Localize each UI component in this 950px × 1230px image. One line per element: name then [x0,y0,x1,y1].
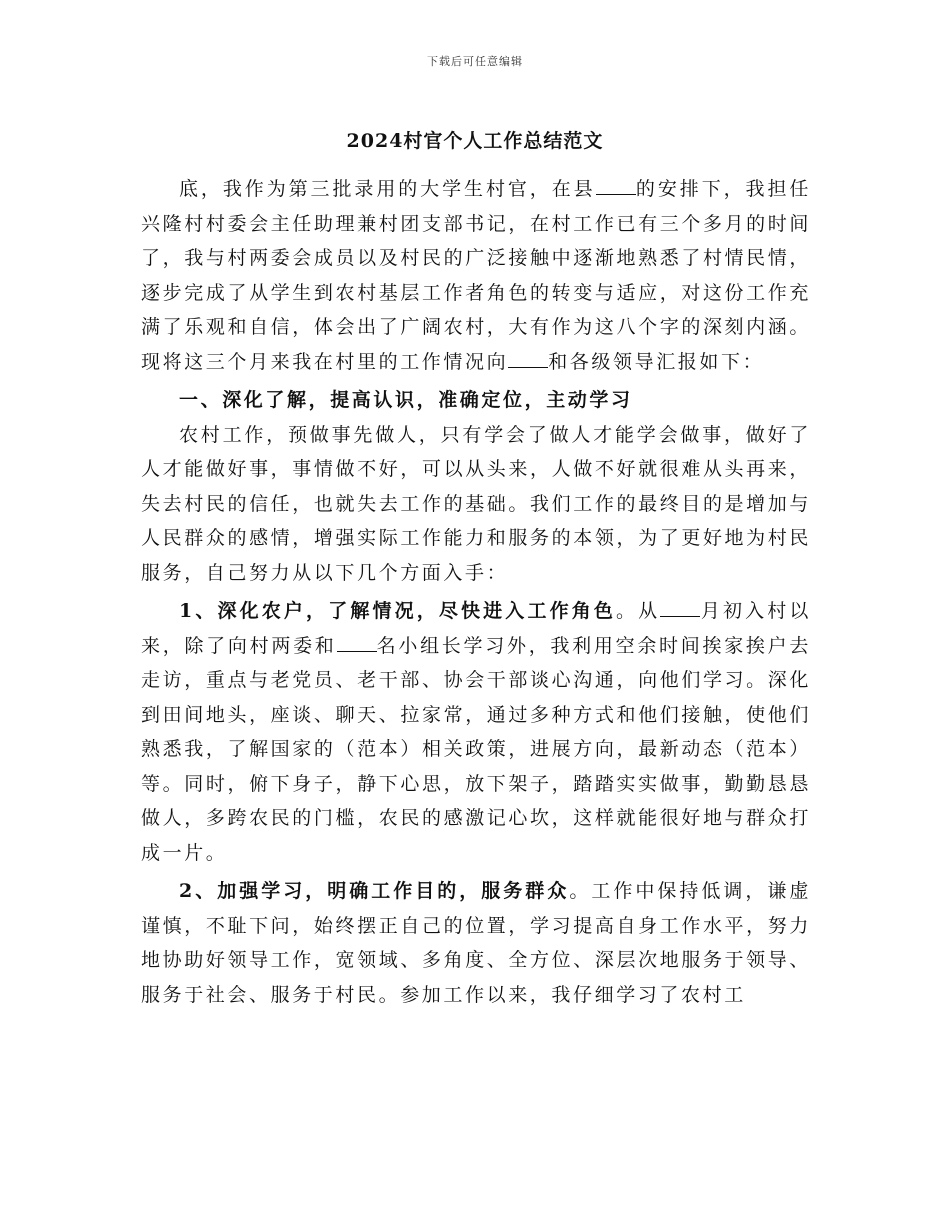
item-1-paragraph [141,594,811,870]
item-1-text-1: 。从 [616,600,661,622]
item-2-text-1: 。工作中保持低调，谦虚谨慎，不耻下问，始终摆正自己的位置，学习提高自身工作水平，努力地协助好领导工作，宽领域、多角度、全方位、深层次地服务于领导、服务于社会、服务于村民。参加工作以来，我仔细学习了农村工 [141,880,811,1006]
blank-underline [508,349,548,368]
intro-text-1: 底，我作为第三批录用的大学生村官，在县 [179,178,596,200]
blank-underline [337,633,377,652]
blank-underline [660,598,700,617]
blank-underline [596,176,636,195]
section-1-paragraph: 农村工作，预做事先做人，只有学会了做人才能学会做事，做好了人才能做好事，事情做不好，可以从头来，人做不好就很难从头再来，失去村民的信任，也就失去工作的基础。我们工作的最终目的是增加与人民群众的感情，增强实际工作能力和服务的本领，为了更好地为村民服务，自己努力从以下几个方面入手： [141,423,811,584]
section-1-heading: 一、深化了解，提高认识，准确定位，主动学习 [179,389,633,411]
document-title: 2024村官个人工作总结范文 [346,130,604,152]
document-body [141,172,811,1012]
intro-text-2: 的安排下，我担任兴隆村村委会主任助理兼村团支部书记，在村工作已有三个多月的时间了，我与村两委会成员以及村民的广泛接触中逐渐地熟悉了村情民情，逐步完成了从学生到农村基层工作者角色的转变与适应，对这份工作充满了乐观和自信，体会出了广阔农村，大有作为这八个字的深刻内涵。现将这三个月来我在村里的工作情况向 [141,178,811,373]
item-2-lead: 2、加强学习，明确工作目的，服务群众 [179,880,570,902]
page-header-note: 下载后可任意编辑 [427,55,523,68]
intro-text-3: 和各级领导汇报如下： [548,350,765,373]
item-1-text-2: 月初入村以来，除了向村两委和 [141,600,811,657]
item-1-text-3: 名小组长学习外，我利用空余时间挨家挨户去走访，重点与老党员、老干部、协会干部谈心沟通，向他们学习。深化到田间地头，座谈、聊天、拉家常，通过多种方式和他们接触，使他们熟悉我，了解国家的（范本）相关政策，进展方向，最新动态（范本）等。同时，俯下身子，静下心思，放下架子，踏踏实实做事，勤勤恳恳做人，多跨农民的门槛，农民的感激记心坎，这样就能很好地与群众打成一片。 [141,634,811,864]
intro-paragraph [141,172,811,379]
item-2-paragraph [141,874,811,1012]
item-1-lead: 1、深化农户，了解情况，尽快进入工作角色 [179,600,616,622]
